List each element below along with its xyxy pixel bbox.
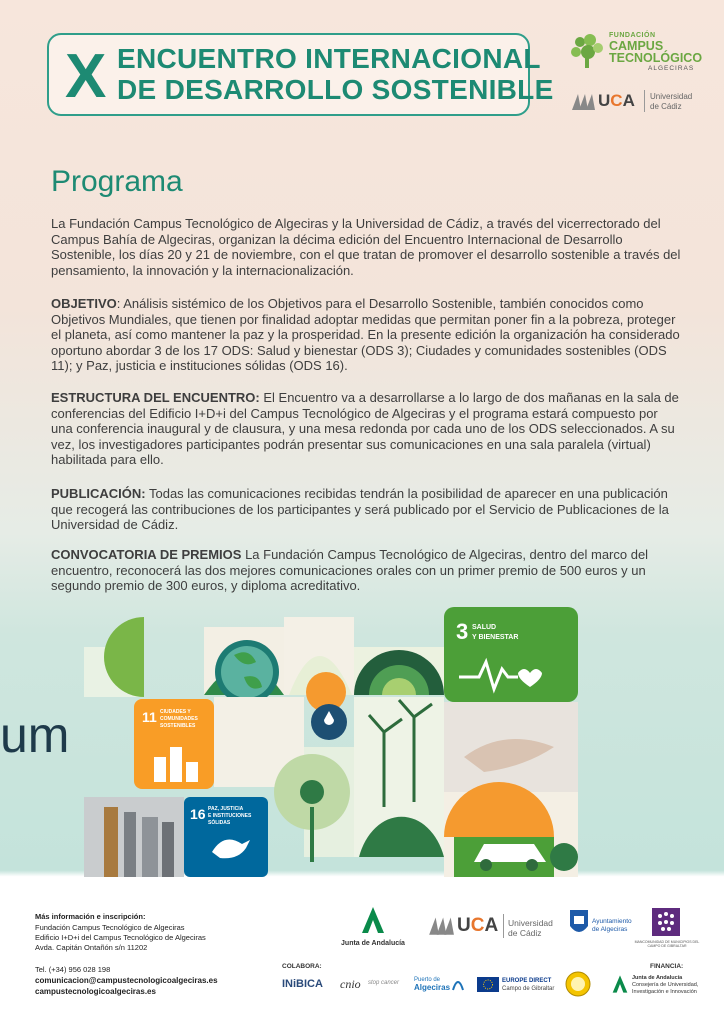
estructura-paragraph [51,390,681,468]
financia-label: FINANCIA: [650,963,684,970]
cnio-logo: cnio [340,977,361,991]
ayuntamiento-shield-icon [568,908,590,938]
premios-label: CONVOCATORIA DE PREMIOS [51,547,242,562]
info-line-2: Edificio I+D+i del Campus Tecnológico de Algeciras [35,933,206,942]
ayuntamiento-label [592,918,632,934]
eu-flag-icon [477,977,499,992]
europe-line-2: Campo de Gibraltar [502,986,555,992]
uca-footer-sub-1: Universidad [508,918,553,928]
fct-label-city: ALGECIRAS [648,65,695,72]
event-title-line-1: ENCUENTRO INTERNACIONAL [117,43,541,74]
info-line-3: Avda. Capitán Ontañón s/n 11202 [35,943,148,952]
ods16-label-2: E INSTITUCIONES [208,813,252,819]
fundacion-campus-logo [568,30,703,84]
puerto-logo [414,976,450,992]
fct-label-fundacion: FUNDACIÓN [609,32,656,39]
uca-wordmark: UCA [598,91,635,110]
uca-footer-emblem-icon [427,913,455,937]
objetivo-label: OBJETIVO [51,296,117,311]
web-link[interactable]: campustecnologicoalgeciras.es [35,987,156,996]
objetivo-paragraph [51,296,681,374]
side-cropped-text: um [0,707,70,763]
cnio-sub: stop cancer [368,980,400,986]
uca-footer-divider [503,914,504,938]
puerto-line-2: Algeciras [414,983,451,992]
ods16-label-3: SÓLIDAS [208,820,231,826]
europe-direct-logo [502,977,554,993]
fct-label-line1: CAMPUS [609,39,664,53]
ods11-number: 11 [142,709,157,725]
ods3-label-2: Y BIENESTAR [472,634,519,641]
junta2-line-3: Investigación e Innovación [632,989,697,995]
junta-financia-icon [611,974,629,994]
ods11-label-2: COMUNIDADES [160,716,198,722]
mancomunidad-label: MANCOMUNIDAD DE MUNICIPIOS DEL CAMPO DE GIBRALTAR [634,940,700,948]
uca-divider [644,90,645,112]
ods16-number: 16 [190,806,206,822]
europe-line-1: EUROPE DIRECT [502,978,552,984]
info-line-1: Fundación Campus Tecnológico de Algeciras [35,923,185,932]
colabora-label: COLABORA: [282,963,322,970]
fct-label-name [609,40,702,64]
intro-paragraph: La Fundación Campus Tecnológico de Algeciras y la Universidad de Cádiz, a través del vicerrectorado del Campus Bahía de Algeciras, organizan la décima edición del Encuentro Internacional de Desarrollo Sostenible, los días 20 y 21 de noviembre, con el que tratan de promover el desarrollo sostenible a través del pensamiento, la innovación y la internacionalización. [51,216,681,278]
junta2-line-2: Consejería de Universidad, [632,982,699,988]
edition-roman-numeral: X [65,42,107,111]
uca-emblem-icon [570,90,596,112]
ods16-label-1: PAZ, JUSTICIA [208,806,244,812]
uca-sub-line1: Universidad [650,92,693,101]
junta2-line-1: Junta de Andalucía [632,975,683,981]
estructura-text: El Encuentro va a desarrollarse a lo largo de dos mañanas en la sala de conferencias del Edificio I+D+i del Campus Tecnológico de Algeciras y el programa estará compuesto por una conferencia inaugural y de clausura, y una mesa redonda por cada uno de los ODS seleccionados. A su vez, los investigadores participantes podrán presentar sus comunicaciones en una sala paralela (virtual) habilitada para ello. [51,390,679,468]
objetivo-text: : Análisis sistémico de los Objetivos para el Desarrollo Sostenible, también conocidos como Objetivos Mundiales, que tienen por finalidad adoptar medidas que permitan poner fin a la pobreza, proteger el planeta, así como mantener la paz y la prosperidad. En la presente edición la organización ha considerado oportuno abordar 3 de los 17 ODS: Salud y bienestar (ODS 3); Ciudades y comunidades sostenibles (ODS 11); y Paz, justicia e instituciones sólidas (ODS 16). [51,296,680,374]
phone: Tel. (+34) 956 028 198 [35,965,111,974]
premios-paragraph [51,547,681,594]
publicacion-label: PUBLICACIÓN: [51,486,146,501]
fct-label-line2: TECNOLÓGICO [609,51,703,65]
uca-logo [570,88,700,114]
uca-subtitle [650,92,692,112]
puerto-line-1: Puerto de [414,977,441,983]
junta-financia-label [632,975,698,996]
event-title-line-2: DE DESARROLLO SOSTENIBLE [117,74,554,105]
publicacion-text: Todas las comunicaciones recibidas tendrán la posibilidad de aparecer en una publicación que recogerá las contribuciones de los participantes y será publicado por el Servicio de Publicaciones de la Universidad de Cádiz. [51,486,669,533]
uca-footer-sub-2: de Cádiz [508,928,542,938]
inibica-logo: INiBICA [282,978,323,990]
junta-label: Junta de Andalucía [341,940,405,947]
ods3-label-1: SALUD [472,624,497,631]
junta-andalucia-icon [360,905,386,935]
ods11-label-1: CIUDADES Y [160,709,191,715]
uca-footer-wordmark: UCA [457,915,499,936]
mancomunidad-icon [652,908,680,936]
info-title: Más información e inscripción: [35,912,146,921]
ods3-number: 3 [456,619,469,644]
section-title: Programa [51,165,183,198]
uca-footer-subtitle [508,918,553,938]
publicacion-paragraph [51,486,681,533]
puerto-wave-icon [451,974,465,992]
ods11-label-3: SOSTENIBLES [160,723,196,729]
ayto-line-2: de Algeciras [592,926,628,933]
tree-icon [568,32,606,70]
ods-illustration [84,607,578,877]
event-title-box [47,33,554,116]
uca-sub-line2: de Cádiz [650,102,682,111]
ayto-line-1: Ayuntamiento [592,918,632,925]
premios-text: La Fundación Campus Tecnológico de Algeciras, dentro del marco del encuentro, reconocerá las dos mejores comunicaciones orales con un primer premio de 500 euros y un segundo premio de 300 euros, y diploma acreditativo. [51,547,649,594]
email-link[interactable]: comunicacion@campustecnologicoalgeciras.es [35,976,218,985]
seal-icon [565,971,591,997]
estructura-label: ESTRUCTURA DEL ENCUENTRO: [51,390,260,405]
